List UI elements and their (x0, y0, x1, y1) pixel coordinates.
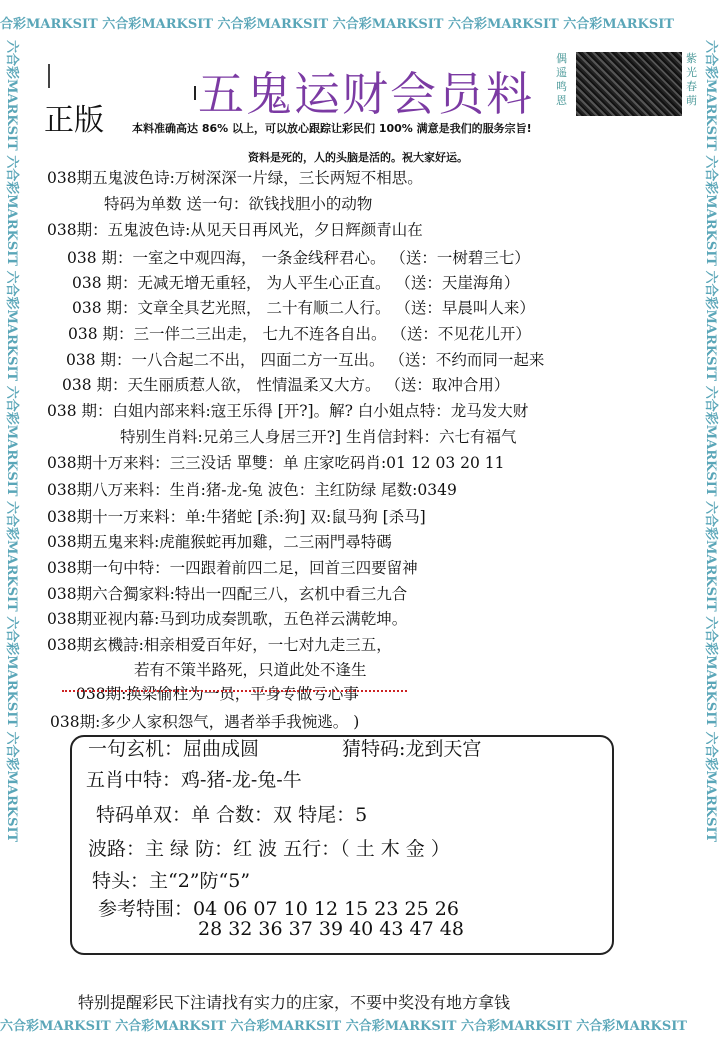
box-odd-even: 特码单双：单 合数：双 特尾：5 (96, 804, 368, 826)
text-line: 038期一句中特：一四跟着前四二足，回首三四要留神 (47, 559, 418, 577)
footer-note: 特别提醒彩民下注请找有实力的庄家，不要中奖没有地方拿钱 (78, 993, 511, 1012)
text-line: 038 期：无减无增无重轻， 为人平生心正直。 （送：天崖海角） (72, 274, 520, 292)
box-five-zodiac: 五肖中特：鸡-猪-龙-兔-牛 (86, 769, 302, 791)
text-line: 038期五鬼来料:虎龍猴蛇再加雞，二三兩門尋特碼 (47, 533, 392, 551)
box-wave: 波路：主 绿 防：红 波 五行：（ 土 木 金 ） (88, 838, 450, 860)
text-line: 038期六合獨家料:特出一四配三八，玄机中看三九合 (47, 585, 408, 603)
watermark-left (0, 0, 26, 1058)
box-range-row1: 参考特围：04 06 07 10 12 15 23 25 26 (98, 898, 459, 920)
text-line: 038 期：白姐内部来料:寇王乐得 [开?]。解? 白小姐点特：龙马发大财 (47, 402, 529, 420)
text-line: 特码为单数 送一句：欲钱找胆小的动物 (104, 195, 373, 213)
text-line: 特别生肖料:兄弟三人身居三开?] 生肖信封料：六七有福气 (120, 428, 517, 446)
watermark-left-text: 六合彩MARKSIT 六合彩MARKSIT 六合彩MARKSIT 六合彩MARKSIT 六合彩MARKSIT 六合彩MARKSIT 六合彩MARKSIT (4, 40, 19, 843)
text-line: 038 期：一室之中观四海， 一条金线秤君心。 （送：一树碧三七） (67, 249, 530, 267)
watermark-right-text: 六合彩MARKSIT 六合彩MARKSIT 六合彩MARKSIT 六合彩MARKSIT 六合彩MARKSIT 六合彩MARKSIT 六合彩MARKSIT (703, 40, 718, 843)
box-range-row2: 28 32 36 37 39 40 43 47 48 (198, 918, 464, 940)
text-line: 038期玄機詩:相亲相爱百年好，一七对九走三五， (47, 636, 392, 654)
box-riddle: 一句玄机：屈曲成圆 (88, 738, 260, 760)
qr-caption-left: 偶 遥 鸣 恩 (556, 52, 567, 107)
text-line: 038 期：三一伴二三出走， 七九不连各自出。 （送：不见花儿开） (68, 325, 531, 343)
text-line: 038期十万来料：三三没话 單雙：单 庄家吃码肖:01 12 03 20 11 (47, 454, 505, 472)
text-line: 038 期：天生丽质惹人欲， 性情温柔又大方。 （送：取冲合用） (62, 376, 510, 394)
text-line: 若有不策半路死，只道此处不逢生 (134, 661, 367, 679)
text-line: 038期:换梁偷柱为一员，平身专做亏心事 (76, 685, 359, 703)
watermark-top: 合彩MARKSIT 六合彩MARKSIT 六合彩MARKSIT 六合彩MARKSIT 六合彩MARKSIT 六合彩MARKSIT (0, 17, 674, 32)
qr-code (576, 52, 682, 116)
text-line: 038期十一万来料：单:牛猪蛇 [杀:狗] 双:鼠马狗 [杀马] (47, 508, 426, 526)
intro-line-2: 资料是死的，人的头脑是活的。祝大家好运。 (248, 151, 468, 164)
watermark-bottom: 六合彩MARKSIT 六合彩MARKSIT 六合彩MARKSIT 六合彩MARKSIT 六合彩MARKSIT 六合彩MARKSIT (0, 1019, 687, 1034)
text-line: 038期:多少人家积怨气，遇者举手我惋逃。 ) (50, 713, 360, 731)
text-line: 038 期：一八合起二不出， 四面二方一互出。 （送：不约而同一起来 (66, 351, 545, 369)
zhengban-label: 正版 (44, 103, 104, 138)
red-dotted-underline (62, 688, 407, 692)
box-head: 特头：主“2”防“5” (92, 870, 251, 892)
text-line: 038 期：文章全具艺光照， 二十有顺二人行。 （送：早晨叫人来） (72, 299, 535, 317)
page-title: 五鬼运财会员料 (198, 67, 534, 121)
intro-line-1: 本料准确高达 86% 以上，可以放心跟踪让彩民们 100% 满意是我们的服务宗旨! (132, 122, 532, 135)
title-bar (194, 86, 196, 100)
text-line: 038期五鬼波色诗:万树深深一片绿，三长两短不相思。 (47, 169, 423, 187)
box-guess: 猜特码:龙到天宫 (342, 738, 482, 760)
text-line: 038期亚视内幕:马到功成奏凯歌，五色祥云满乾坤。 (47, 610, 408, 628)
text-line: 038期八万来料：生肖:猪-龙-兔 波色：主红防绿 尾数:0349 (47, 481, 457, 499)
text-line: 038期：五鬼波色诗:从见天日再风光，夕日辉颜青山在 (47, 221, 423, 239)
qr-caption-right: 紫 光 春 萌 (686, 52, 697, 107)
divider-mark (48, 64, 50, 88)
watermark-right (699, 0, 725, 1058)
